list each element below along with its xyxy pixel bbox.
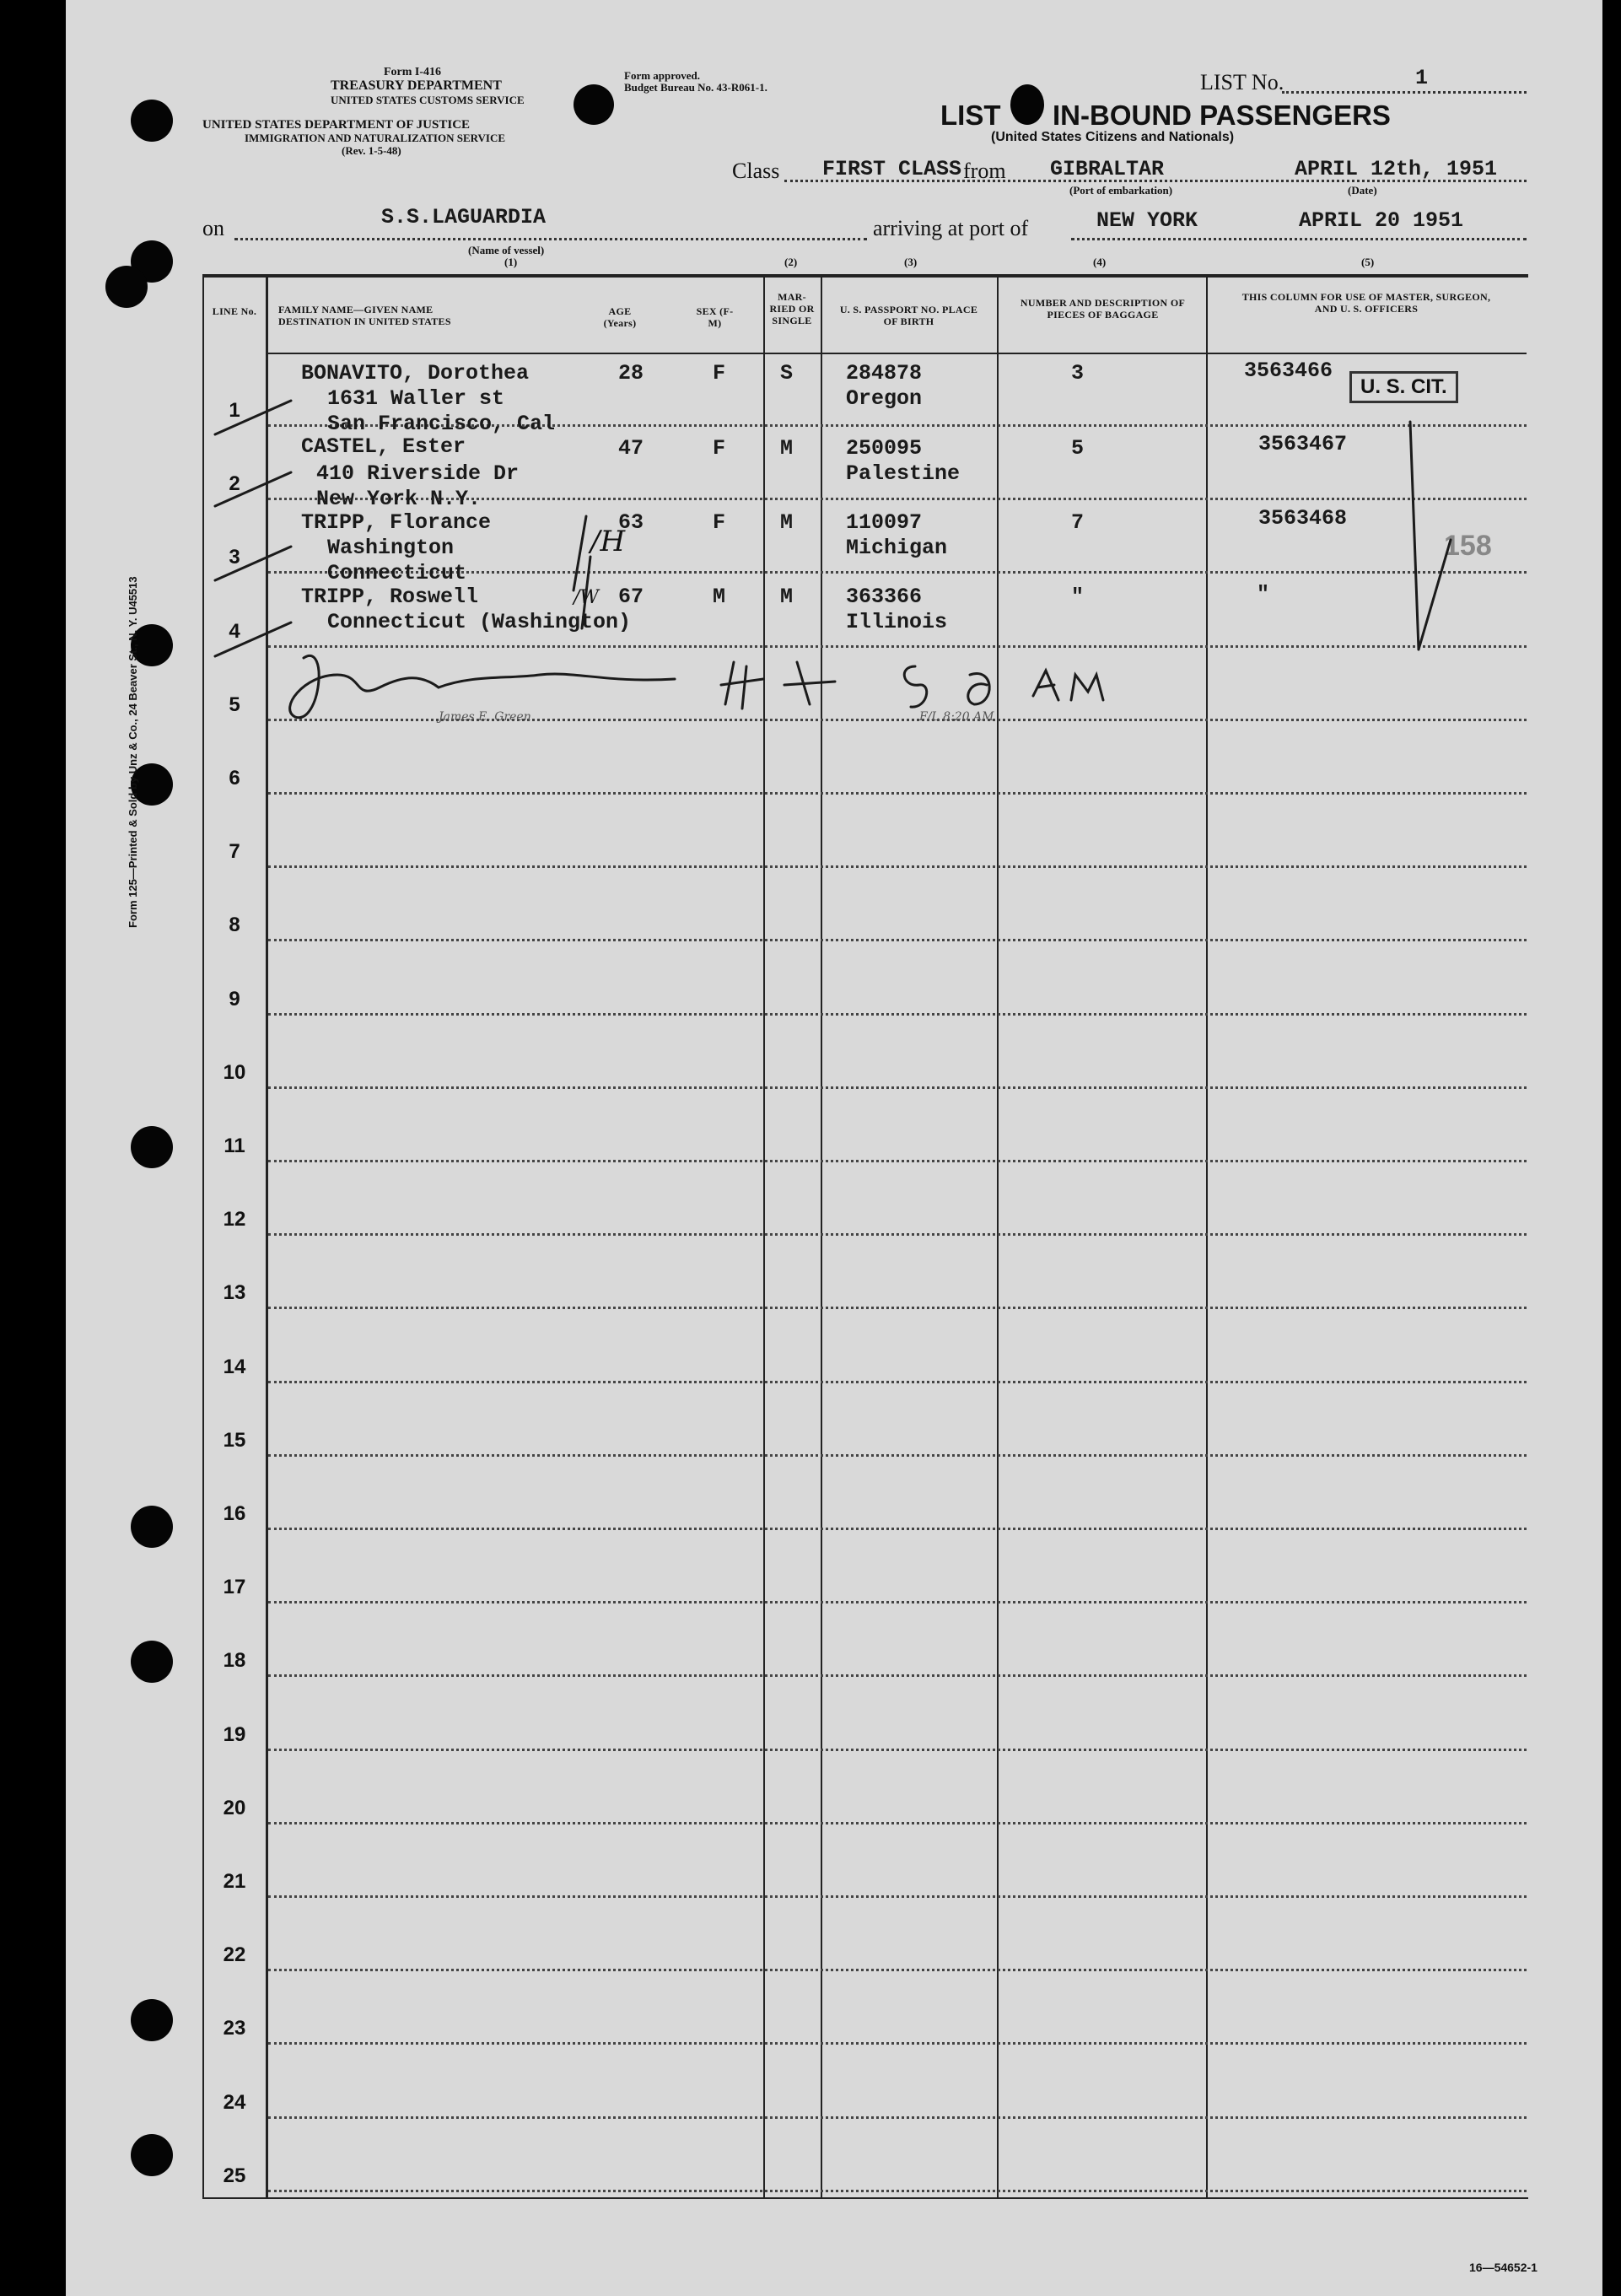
signature: James E. Green — [439, 710, 531, 724]
footer-code: 16—54652-1 — [1469, 2261, 1538, 2274]
passenger-sex: F — [713, 436, 726, 461]
passport-number: 284878 — [846, 361, 923, 385]
line-number: 13 — [223, 1281, 246, 1305]
title-subtitle: (United States Citizens and Nationals) — [991, 130, 1235, 144]
birth-place: Palestine — [846, 461, 961, 486]
col-header-married: MAR- RIED OR SINGLE — [769, 291, 815, 326]
officer-number: 3563466 — [1244, 358, 1333, 383]
passenger-age: 28 — [618, 361, 644, 385]
line-number: 9 — [229, 987, 240, 1011]
vessel-colnum: (1) — [504, 256, 518, 268]
passenger-marital: S — [780, 361, 794, 385]
passenger-marital: M — [780, 510, 794, 535]
passenger-address: Washington — [327, 536, 455, 560]
passenger-name: TRIPP, Florance — [301, 510, 492, 535]
line-number: 20 — [223, 1796, 246, 1819]
col-num-5: (5) — [1361, 256, 1375, 268]
form-number: Form I-416 — [384, 66, 442, 78]
check-mark — [215, 472, 291, 506]
passport-number: 250095 — [846, 436, 923, 461]
form-approved: Form approved. — [624, 69, 701, 82]
passenger-address: San Francisco, Cal — [327, 412, 556, 436]
us-citizen-stamp: U. S. CIT. — [1349, 371, 1458, 403]
passenger-sex: F — [713, 510, 726, 535]
signature-stroke — [904, 666, 926, 707]
birth-place: Illinois — [846, 610, 948, 634]
passenger-name: CASTEL, Ester — [301, 434, 466, 459]
passenger-address: Connecticut — [327, 561, 467, 585]
officer-number: " — [1257, 582, 1270, 606]
arriving-label: arriving at port of — [873, 216, 1029, 240]
signature-stroke — [721, 662, 763, 709]
signature-stroke — [290, 655, 675, 717]
line-number: 10 — [223, 1060, 246, 1084]
signature-stroke — [784, 662, 835, 704]
line-number: 7 — [229, 840, 240, 864]
passenger-age: 47 — [618, 436, 644, 461]
on-label: on — [202, 216, 224, 240]
line-number: 23 — [223, 2017, 246, 2040]
baggage-count: 5 — [1071, 436, 1085, 461]
port-caption: (Port of embarkation) — [1069, 184, 1173, 197]
col-header-name: FAMILY NAME—GIVEN NAME DESTINATION IN UNITED STATES — [278, 304, 451, 327]
departure-date: APRIL 12th, 1951 — [1295, 157, 1498, 181]
passport-number: 363366 — [846, 585, 923, 609]
passenger-address: Connecticut (Washington) — [327, 610, 632, 634]
line-number: 8 — [229, 914, 240, 937]
list-no-label: LIST No. — [1200, 70, 1284, 94]
justice-dept: UNITED STATES DEPARTMENT OF JUSTICE — [202, 118, 471, 132]
line-number: 17 — [223, 1576, 246, 1599]
officer-number: 3563467 — [1258, 432, 1348, 456]
line-number: 24 — [223, 2090, 246, 2114]
col-num-3: (3) — [904, 256, 918, 268]
check-mark — [215, 623, 291, 656]
passenger-name: BONAVITO, Dorothea — [301, 361, 530, 385]
check-mark — [215, 547, 291, 580]
baggage-count: " — [1071, 585, 1085, 609]
col-header-line: LINE No. — [212, 305, 257, 317]
arrival-port: NEW YORK — [1096, 208, 1198, 233]
revision: (Rev. 1-5-48) — [342, 144, 401, 157]
stamp-number: 158 — [1444, 530, 1492, 562]
port-embarkation: GIBRALTAR — [1050, 157, 1165, 181]
passport-number: 110097 — [846, 510, 923, 535]
signature-stroke — [968, 674, 989, 704]
line-number: 6 — [229, 767, 240, 790]
officer-number: 3563468 — [1258, 506, 1348, 531]
class-value: FIRST CLASS — [822, 157, 962, 181]
col-header-sex: SEX (F-M) — [696, 305, 734, 329]
class-label: Class — [732, 159, 780, 183]
passenger-age: 63 — [618, 510, 644, 535]
line-number: 1 — [229, 399, 240, 422]
from-label: from — [963, 159, 1006, 183]
col-num-4: (4) — [1093, 256, 1107, 268]
bracket-line — [1419, 540, 1451, 649]
hand-mark: /W — [574, 587, 600, 608]
bracket-line — [1410, 422, 1419, 649]
line-number: 12 — [223, 1208, 246, 1232]
passenger-address: New York N.Y. — [316, 487, 482, 511]
signature-stroke — [1033, 671, 1103, 700]
pen-stroke — [574, 516, 586, 590]
birth-place: Michigan — [846, 536, 948, 560]
budget-bureau: Budget Bureau No. 43-R061-1. — [624, 81, 767, 94]
line-number: 5 — [229, 693, 240, 716]
line-number: 4 — [229, 619, 240, 643]
line-number: 21 — [223, 1870, 246, 1893]
passenger-marital: M — [780, 436, 794, 461]
passenger-address: 410 Riverside Dr — [316, 461, 520, 486]
line-number: 22 — [223, 1943, 246, 1967]
col-header-baggage: NUMBER AND DESCRIPTION OF PIECES OF BAGGAGE — [1020, 297, 1186, 321]
passenger-marital: M — [780, 585, 794, 609]
passenger-address: 1631 Waller st — [327, 386, 505, 411]
birth-place: Oregon — [846, 386, 923, 411]
line-number: 2 — [229, 472, 240, 496]
passenger-sex: M — [713, 585, 726, 609]
printer-imprint: Form 125—Printed & Sold by Unz & Co., 24 Beaver St., N. Y. U45513 — [127, 576, 139, 928]
line-number: 16 — [223, 1502, 246, 1525]
col-header-age: AGE (Years) — [603, 305, 637, 329]
line-number: 25 — [223, 2164, 246, 2187]
line-number: 15 — [223, 1428, 246, 1452]
col-header-passport: U. S. PASSPORT NO. PLACE OF BIRTH — [839, 304, 978, 327]
customs-service: UNITED STATES CUSTOMS SERVICE — [331, 94, 525, 106]
vessel-name: S.S.LAGUARDIA — [381, 205, 547, 229]
col-header-officers: THIS COLUMN FOR USE OF MASTER, SURGEON, AND U. S. OFFICERS — [1241, 291, 1491, 315]
line-number: 14 — [223, 1355, 246, 1378]
treasury-dept: TREASURY DEPARTMENT — [331, 78, 502, 93]
line-number: 3 — [229, 546, 240, 569]
col-num-2: (2) — [784, 256, 798, 268]
title-right: IN-BOUND PASSENGERS — [1053, 100, 1391, 131]
hand-mark: /H — [590, 525, 626, 558]
arrival-date: APRIL 20 1951 — [1299, 208, 1464, 233]
title-left: LIST — [940, 100, 1001, 131]
passenger-sex: F — [713, 361, 726, 385]
line-number: 18 — [223, 1649, 246, 1673]
vessel-caption: (Name of vessel) — [468, 244, 545, 256]
baggage-count: 7 — [1071, 510, 1085, 535]
passenger-name: TRIPP, Roswell — [301, 585, 479, 609]
ins-service: IMMIGRATION AND NATURALIZATION SERVICE — [245, 132, 506, 144]
check-mark — [215, 401, 291, 434]
line-number: 19 — [223, 1722, 246, 1746]
list-no-value: 1 — [1415, 66, 1429, 90]
line-number: 11 — [223, 1135, 245, 1157]
baggage-count: 3 — [1071, 361, 1085, 385]
date-caption: (Date) — [1348, 184, 1377, 197]
passenger-age: 67 — [618, 585, 644, 609]
arrival-note: F/L 8:20 AM — [919, 710, 994, 724]
